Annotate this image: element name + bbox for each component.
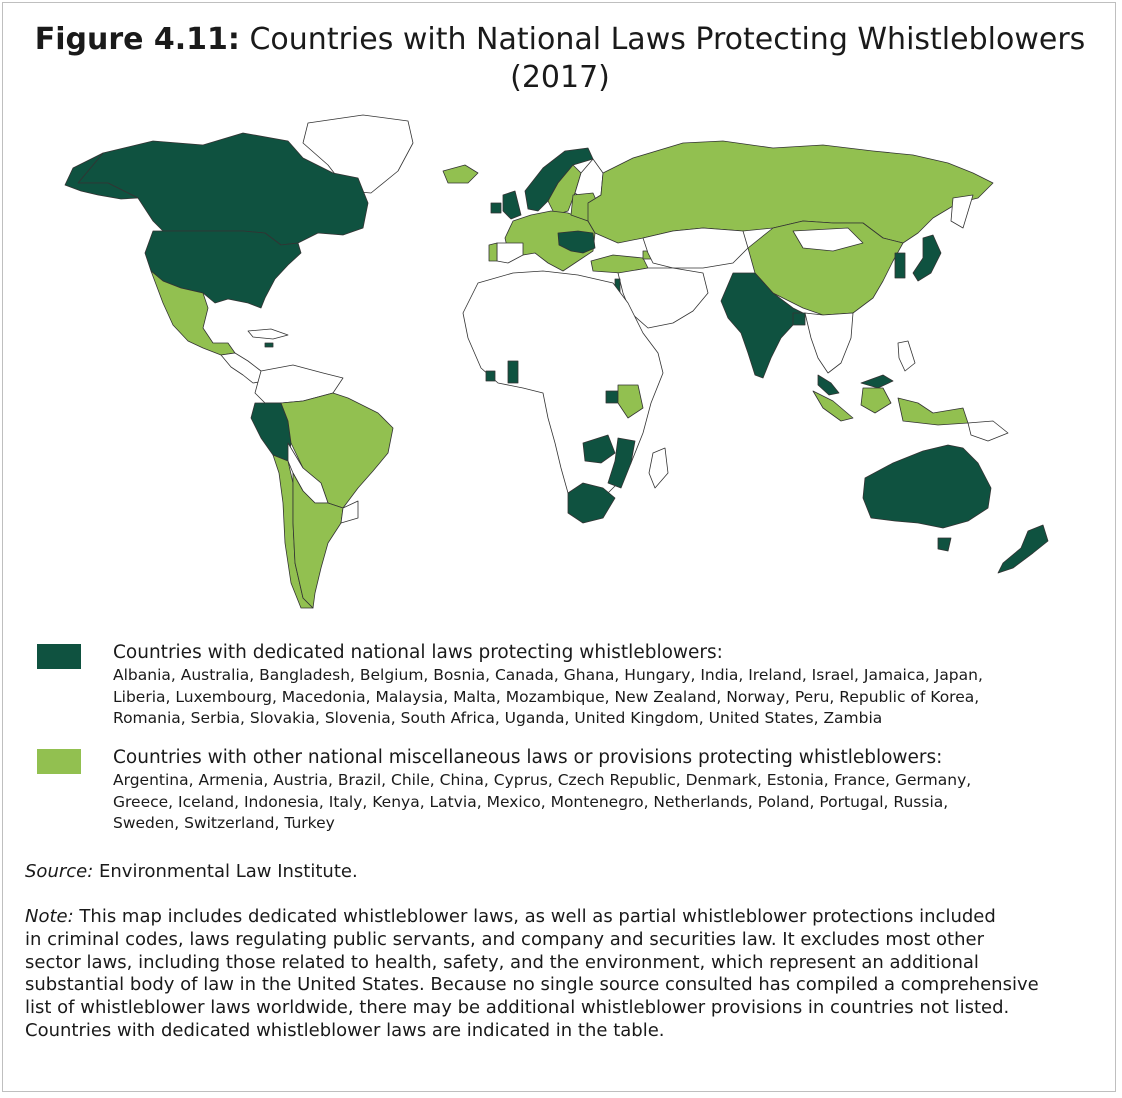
world-map — [3, 103, 1117, 623]
note-line-1: This map includes dedicated whistleblower laws, as well as partial whistleblower protections included — [73, 906, 996, 927]
source-text: Environmental Law Institute. — [93, 861, 358, 882]
country-indonesia-east — [898, 398, 968, 425]
country-japan — [913, 235, 941, 281]
region-southeast-asia — [805, 313, 853, 373]
legend-misc-line-2: Greece, Iceland, Indonesia, Italy, Kenya, Latvia, Mexico, Montenegro, Netherlands, Poland, Portugal, Russia, — [113, 792, 949, 811]
legend-misc-heading: Countries with other national miscellaneous laws or provisions protecting whistleblowers: — [113, 747, 943, 768]
legend-dedicated-line-2: Liberia, Luxembourg, Macedonia, Malaysia, Malta, Mozambique, New Zealand, Norway, Peru, Republic of Korea, — [113, 687, 980, 706]
country-malaysia — [818, 375, 839, 395]
note-line-6: Countries with dedicated whistleblower laws are indicated in the table. — [25, 1019, 665, 1041]
region-central-asia — [643, 228, 748, 268]
country-new-zealand — [998, 525, 1048, 573]
country-spain — [497, 243, 523, 263]
legend-dedicated-line-1: Albania, Australia, Bangladesh, Belgium, Bosnia, Canada, Ghana, Hungary, India, Ireland, Israel, Jamaica, Japan, — [113, 666, 983, 684]
legend-misc-line-1: Argentina, Armenia, Austria, Brazil, Chile, China, Cyprus, Czech Republic, Denmark, Estonia, France, Germany, — [113, 771, 972, 789]
legend-swatch-miscellaneous — [37, 749, 81, 774]
country-ghana — [508, 361, 518, 383]
legend-misc-line-3: Sweden, Switzerland, Turkey — [113, 814, 335, 832]
title-year: (2017) — [510, 60, 610, 95]
country-ireland — [491, 203, 501, 213]
region-new-guinea — [968, 421, 1008, 441]
legend-swatch-dedicated — [37, 644, 81, 669]
country-korea — [895, 253, 905, 278]
country-portugal — [489, 243, 497, 261]
country-indonesia-borneo — [861, 388, 891, 413]
legend-dedicated-line-3: Romania, Serbia, Slovakia, Slovenia, South Africa, Uganda, United Kingdom, United States, Zambia — [113, 709, 883, 727]
region-central-america — [221, 353, 265, 383]
country-philippines — [898, 341, 915, 371]
country-liberia — [486, 371, 495, 381]
country-australia-tasmania — [938, 538, 951, 551]
note-line-2: in criminal codes, laws regulating public servants, and company and securities law. It excludes most other — [25, 928, 985, 950]
country-iceland — [443, 165, 478, 183]
country-bangladesh — [793, 313, 805, 325]
region-caribbean — [248, 329, 288, 339]
country-indonesia — [813, 391, 853, 421]
note-line-5: list of whistleblower laws worldwide, there may be additional whistleblower provisions in countries not listed. — [25, 997, 1010, 1019]
figure-label: Figure 4.11: — [34, 22, 240, 57]
note-line-4: substantial body of law in the United States. Because no single source consulted has compiled a comprehensive — [25, 974, 1039, 996]
country-uk — [503, 191, 521, 219]
note-label: Note: — [25, 906, 74, 927]
figure-title — [3, 21, 1117, 97]
legend-dedicated-heading: Countries with dedicated national laws protecting whistleblowers: — [113, 642, 723, 663]
country-uganda — [606, 391, 618, 403]
note-line-3: sector laws, including those related to health, safety, and the environment, which represent an additional — [25, 951, 979, 973]
title-text: Countries with National Laws Protecting Whistleblowers — [249, 22, 1086, 57]
country-australia — [863, 445, 991, 528]
source-line — [25, 860, 358, 884]
source-label: Source: — [25, 861, 94, 882]
figure-frame — [2, 2, 1116, 1092]
country-jamaica — [265, 343, 273, 347]
note-paragraph — [25, 906, 1105, 1043]
country-malaysia-borneo — [861, 375, 893, 388]
region-far-east-islands — [951, 195, 973, 228]
country-madagascar — [649, 448, 668, 488]
